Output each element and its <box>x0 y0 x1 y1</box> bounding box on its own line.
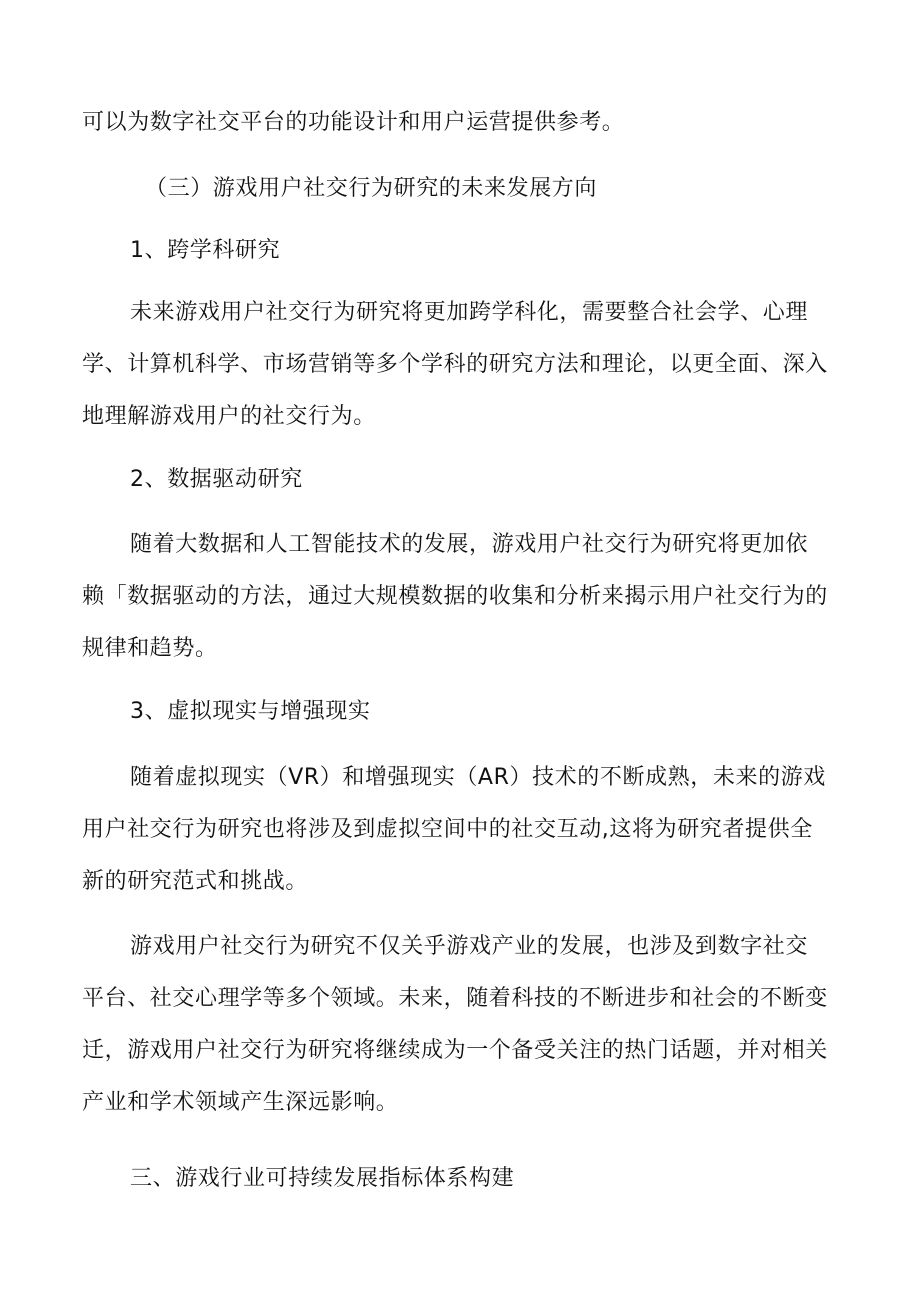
paragraph-3-line-2: 用户社交行为研究也将涉及到虚拟空间中的社交互动,这将为研究者提供全 <box>82 817 813 842</box>
paragraph-3-line-3: 新的研究范式和挑战。 <box>82 869 309 894</box>
paragraph-1-line-2: 学、计算机科学、市场营销等多个学科的研究方法和理论，以更全面、深入 <box>82 352 828 377</box>
paragraph-1-line-3: 地理解游戏用户的社交行为。 <box>82 404 376 429</box>
chapter-heading: 三、游戏行业可持续发展指标体系构建 <box>130 1166 515 1191</box>
subsection-heading-1: 1、跨学科研究 <box>130 238 281 263</box>
paragraph-4-line-4: 产业和学术领域产生深远影响。 <box>82 1090 399 1115</box>
paragraph-1-line-1: 未来游戏用户社交行为研究将更加跨学科化，需要整合社会学、心理 <box>130 300 809 325</box>
paragraph-2-line-3: 规律和趋势。 <box>82 636 218 661</box>
paragraph-4-line-1: 游戏用户社交行为研究不仅关乎游戏产业的发展，也涉及到数字社交 <box>130 934 809 959</box>
paragraph-2-line-1: 随着大数据和人工智能技术的发展，游戏用户社交行为研究将更加依 <box>130 532 809 557</box>
subsection-heading-3: 3、虚拟现实与增强现实 <box>130 699 371 724</box>
subsection-heading-2: 2、数据驱动研究 <box>130 467 303 492</box>
paragraph-4-line-2: 平台、社交心理学等多个领域。未来，随着科技的不断进步和社会的不断变 <box>82 986 828 1011</box>
paragraph-line-continuation: 可以为数字社交平台的功能设计和用户运营提供参考。 <box>82 110 625 135</box>
paragraph-2-line-2: 赖「数据驱动的方法，通过大规模数据的收集和分析来揭示用户社交行为的 <box>82 584 828 609</box>
paragraph-3-line-1: 随着虚拟现实（VR）和增强现实（AR）技术的不断成熟，未来的游戏 <box>130 765 826 790</box>
paragraph-4-line-3: 迁，游戏用户社交行为研究将继续成为一个备受关注的热门话题，并对相关 <box>82 1038 828 1063</box>
section-heading: （三）游戏用户社交行为研究的未来发展方向 <box>145 176 598 201</box>
